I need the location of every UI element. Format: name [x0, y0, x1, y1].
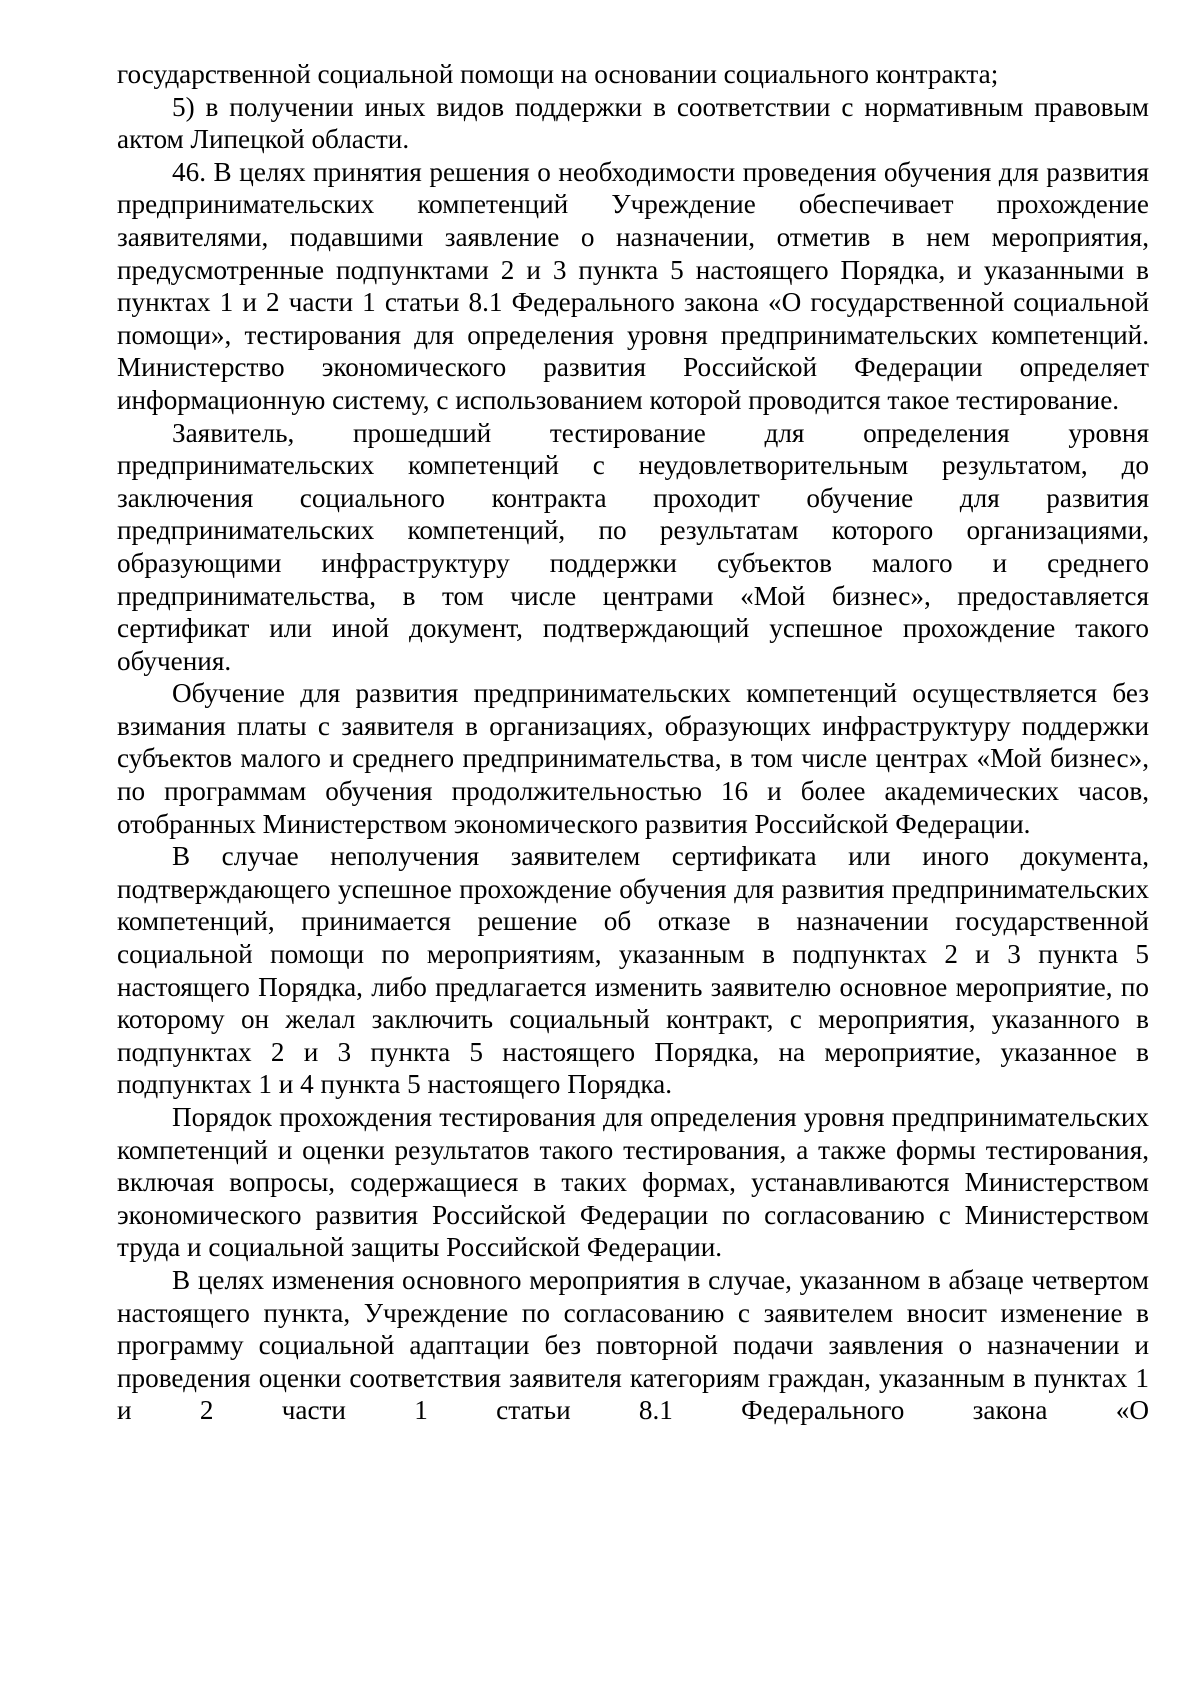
paragraph-training-free: Обучение для развития предпринимательских компетенций осуществляется без взимания платы с заявителя в организациях, образующих инфраструктуру поддержки субъектов малого и среднего предпринимательства, в том числе центрах «Мой бизнес», по программам обучения продолжительностью 16 и более академических часов, отобранных Министерством экономического развития Российской Федерации.	[117, 678, 1149, 839]
paragraph-clause-46: 46. В целях принятия решения о необходимости проведения обучения для развития предпринимательских компетенций Учреждение обеспечивает прохождение заявителями, подавшими заявление о назначении, отметив в нем мероприятия, предусмотренные подпунктами 2 и 3 пункта 5 настоящего Порядка, и указанными в пунктах 1 и 2 части 1 статьи 8.1 Федерального закона «О государственной социальной помощи», тестирования для определения уровня предпринимательских компетенций. Министерство экономического развития Российской Федерации определяет информационную систему, с использованием которой проводится такое тестирование.	[117, 156, 1149, 415]
paragraph-measure-change: В целях изменения основного мероприятия в случае, указанном в абзаце четвертом настоящего пункта, Учреждение по согласованию с заявителем вносит изменение в программу социальной адаптации без повторной подачи заявления о назначении и проведения оценки соответствия заявителя категориям граждан, указанным в пунктах 1 и 2 части 1 статьи 8.1 Федерального закона «О	[117, 1264, 1149, 1426]
paragraph-applicant-training: Заявитель, прошедший тестирование для определения уровня предпринимательских компетенций с неудовлетворительным результатом, до заключения социального контракта проходит обучение для развития предпринимательских компетенций, по результатам которого организациями, образующими инфраструктуру поддержки субъектов малого и среднего предпринимательства, в том числе центрами «Мой бизнес», предоставляется сертификат или иной документ, подтверждающий успешное прохождение такого обучения.	[117, 417, 1149, 676]
paragraph-subitem-5: 5) в получении иных видов поддержки в соответствии с нормативным правовым актом Липецкой области.	[117, 91, 1149, 155]
document-body	[117, 58, 1149, 1427]
paragraph-certificate-refusal: В случае неполучения заявителем сертификата или иного документа, подтверждающего успешное прохождение обучения для развития предпринимательских компетенций, принимается решение об отказе в назначении государственной социальной помощи по мероприятиям, указанным в подпунктах 2 и 3 пункта 5 настоящего Порядка, либо предлагается изменить заявителю основное мероприятие, по которому он желал заключить социальный контракт, с мероприятия, указанного в подпунктах 2 и 3 пункта 5 настоящего Порядка, на мероприятие, указанное в подпунктах 1 и 4 пункта 5 настоящего Порядка.	[117, 841, 1149, 1100]
paragraph-continuation: государственной социальной помощи на основании социального контракта;	[117, 59, 999, 89]
paragraph-testing-procedure: Порядок прохождения тестирования для определения уровня предпринимательских компетенций и оценки результатов такого тестирования, а также формы тестирования, включая вопросы, содержащиеся в таких формах, устанавливаются Министерством экономического развития Российской Федерации по согласованию с Министерством труда и социальной защиты Российской Федерации.	[117, 1102, 1149, 1263]
